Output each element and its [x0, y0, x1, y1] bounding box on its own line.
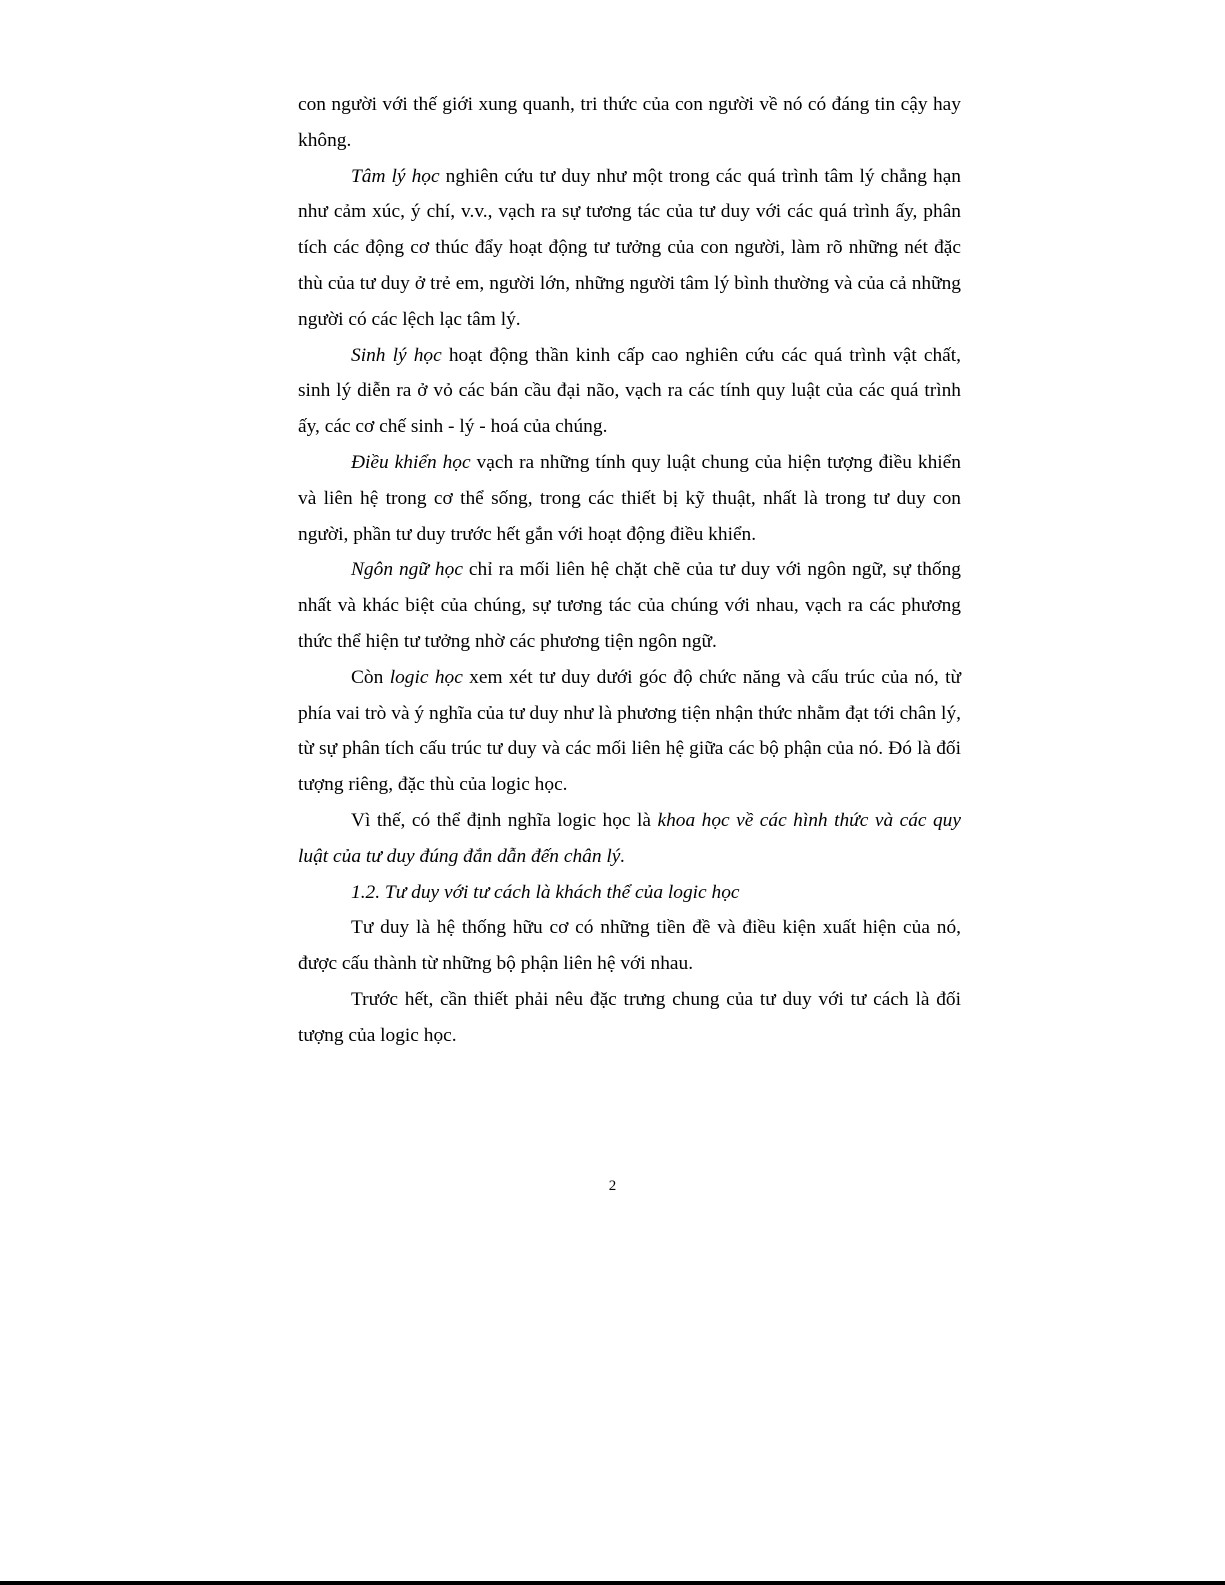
- section-heading-text: 1.2. Tư duy với tư cách là khách thể của logic học: [351, 881, 740, 903]
- paragraph-1: [298, 87, 961, 159]
- term-logic: logic học: [389, 666, 463, 688]
- paragraph-linguistics-text: chỉ ra mối liên hệ chặt chẽ của tư duy với ngôn ngữ, sự thống nhất và khác biệt của chúng, sự tương tác của chúng với nhau, vạch ra các phương thức thể hiện tư tưởng nhờ các phương tiện ngôn ngữ.: [298, 559, 961, 652]
- paragraph-1-text: con người với thế giới xung quanh, tri thức của con người về nó có đáng tin cậy hay không.: [298, 94, 961, 151]
- bottom-border: [0, 1581, 1225, 1585]
- paragraph-physiology-text: hoạt động thần kinh cấp cao nghiên cứu các quá trình vật chất, sinh lý diễn ra ở vỏ các bán cầu đại não, vạch ra các tính quy luật của các quá trình ấy, các cơ chế sinh - lý - hoá của chúng.: [298, 344, 961, 438]
- term-psychology: Tâm lý học: [351, 165, 440, 187]
- page-number: 2: [608, 1178, 617, 1194]
- paragraph-thinking-system-text: Tư duy là hệ thống hữu cơ có những tiền đề và điều kiện xuất hiện của nó, được cấu thành từ những bộ phận liên hệ với nhau.: [298, 917, 961, 975]
- paragraph-cybernetics: [298, 445, 961, 552]
- paragraph-psychology-text: nghiên cứu tư duy như một trong các quá trình tâm lý chẳng hạn như cảm xúc, ý chí, v.v., vạch ra sự tương tác của tư duy với các quá trình ấy, phân tích các động cơ thúc đẩy hoạt động tư tưởng của con người, làm rõ những nét đặc thù của tư duy ở trẻ em, người lớn, những người tâm lý bình thường và của cả những người có các lệch lạc tâm lý.: [298, 165, 961, 330]
- paragraph-general-feature: [298, 982, 961, 1054]
- term-physiology: Sinh lý học: [351, 344, 442, 366]
- paragraph-logic-text: xem xét tư duy dưới góc độ chức năng và cấu trúc của nó, từ phía vai trò và ý nghĩa của tư duy như là phương tiện nhận thức nhằm đạt tới chân lý, từ sự phân tích cấu trúc tư duy và các mối liên hệ giữa các bộ phận của nó. Đó là đối tượng riêng, đặc thù của logic học.: [298, 666, 962, 796]
- definition-emphasis: khoa học về các hình thức và các quy luật của tư duy đúng đắn dẫn đến chân lý.: [298, 809, 961, 867]
- paragraph-linguistics: [298, 552, 961, 659]
- term-linguistics: Ngôn ngữ học: [351, 559, 463, 581]
- paragraph-definition: [298, 803, 961, 875]
- paragraph-general-feature-text: Trước hết, cần thiết phải nêu đặc trưng chung của tư duy với tư cách là đối tượng của logic học.: [298, 988, 961, 1046]
- paragraph-thinking-system: [298, 910, 961, 982]
- paragraph-logic-before: Còn: [351, 666, 390, 688]
- paragraph-psychology: [298, 159, 961, 338]
- section-heading: [298, 875, 961, 911]
- paragraph-logic: [298, 660, 961, 803]
- paragraph-cybernetics-text: vạch ra những tính quy luật chung của hiện tượng điều khiển và liên hệ trong cơ thể sống, trong các thiết bị kỹ thuật, nhất là trong tư duy con người, phần tư duy trước hết gắn với hoạt động điều khiển.: [298, 451, 961, 545]
- term-cybernetics: Điều khiển học: [351, 451, 471, 473]
- paragraph-physiology: [298, 338, 961, 445]
- document-body: [298, 87, 961, 1054]
- paragraph-definition-text: Vì thế, có thể định nghĩa logic học là: [351, 809, 658, 831]
